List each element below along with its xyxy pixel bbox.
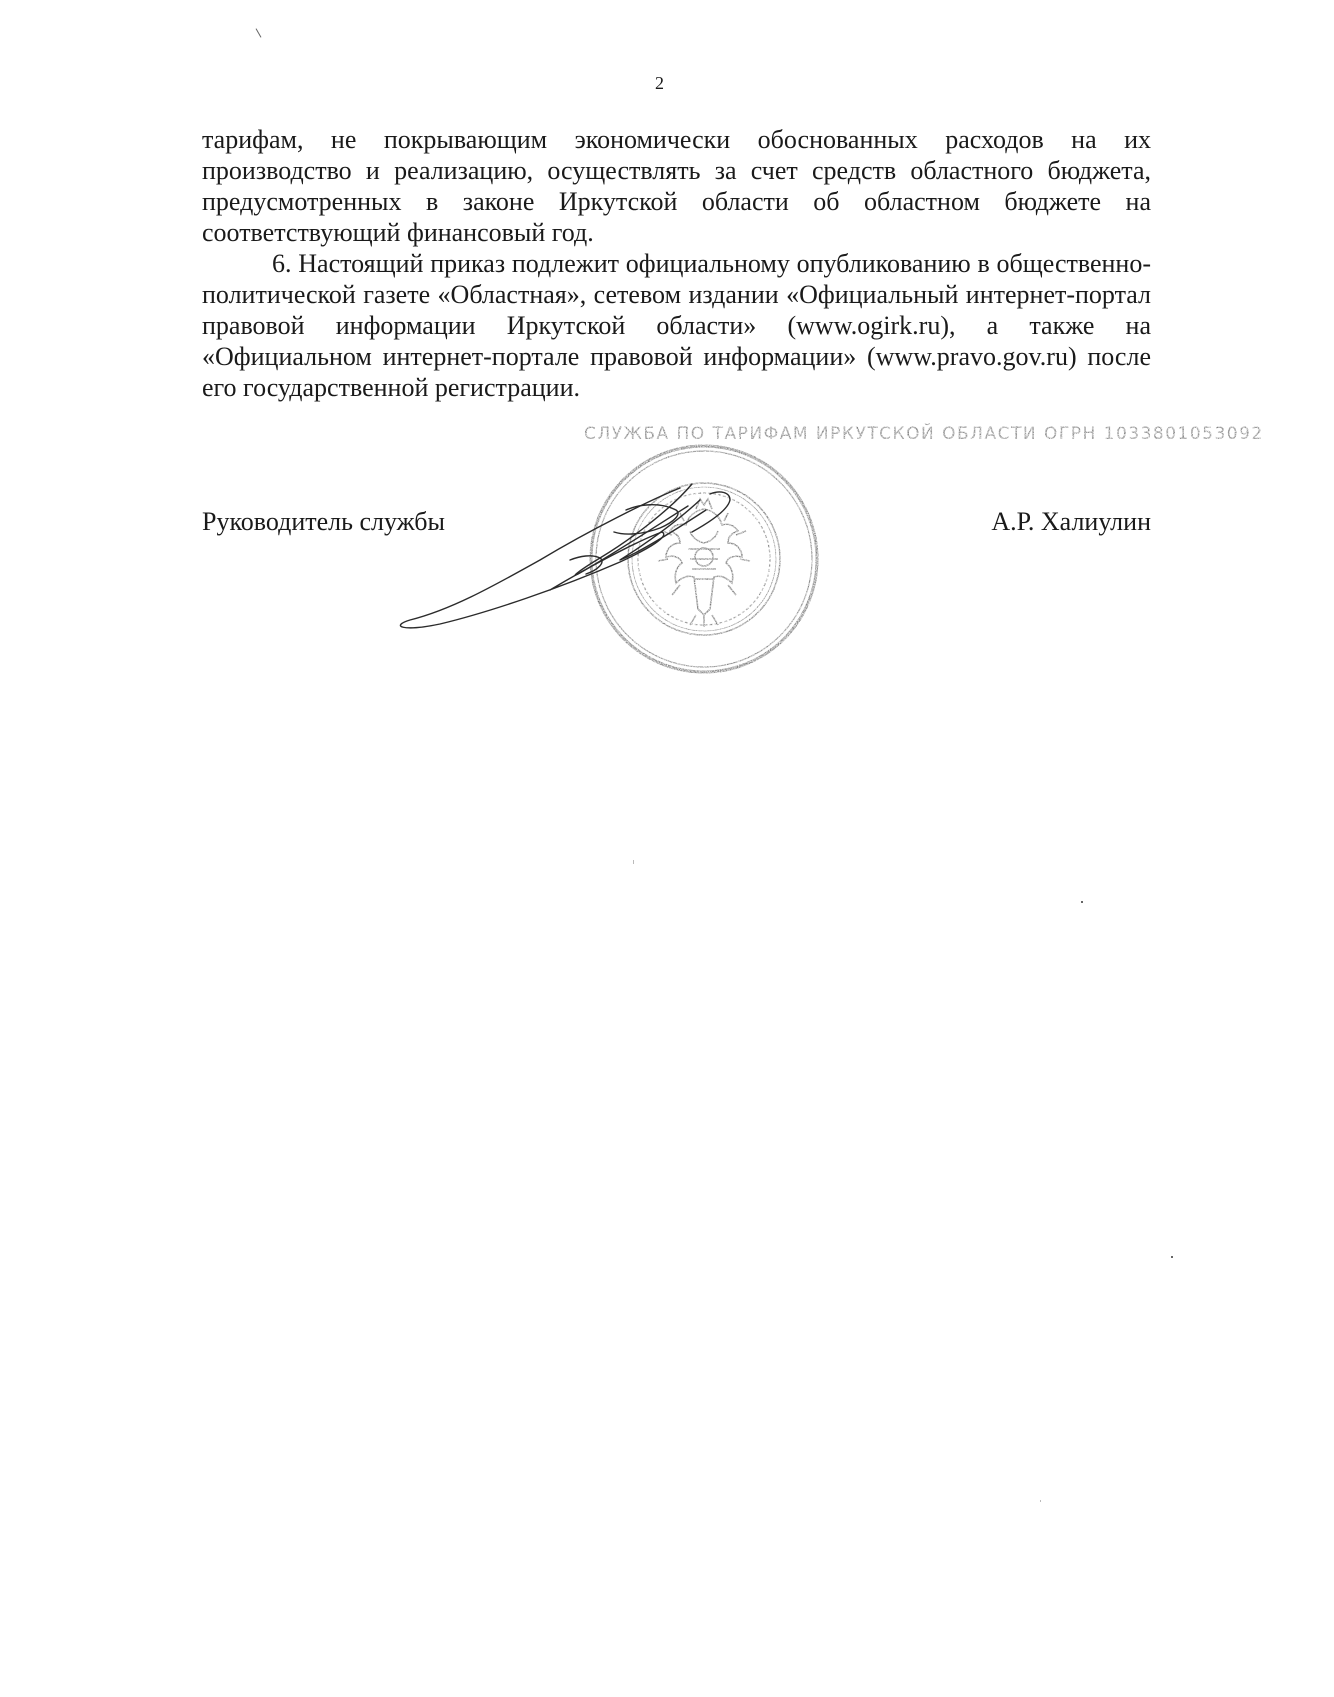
signer-name: А.Р. Халиулин: [991, 507, 1151, 536]
scan-artifact: [1040, 1500, 1041, 1502]
signature-block: [202, 506, 1151, 546]
page-number: 2: [655, 73, 664, 93]
handwritten-signature: [430, 470, 760, 670]
paragraph-publication: 6. Настоящий приказ подлежит официальному опубликованию в общественно-политической газете «Областная», сетевом издании «Официальный интернет-портал правовой информации Иркутской области» (www.ogirk.ru), а также на «Официальном интернет-портале правовой информации» (www.pravo.gov.ru) после его государственной регистрации.: [202, 249, 1151, 402]
scan-artifact: [256, 28, 262, 37]
document-body: [202, 124, 1151, 403]
scan-artifact: [1171, 1256, 1173, 1258]
scan-artifact: [1081, 901, 1083, 903]
scan-artifact: [633, 860, 634, 864]
signer-position: Руководитель службы: [202, 507, 445, 536]
svg-text:СЛУЖБА ПО ТАРИФАМ ИРКУТСКОЙ ОБ: СЛУЖБА ПО ТАРИФАМ ИРКУТСКОЙ ОБЛАСТИ ОГРН 1033801053092: [584, 424, 1264, 444]
seal-outer-lettering: [584, 422, 1264, 444]
paragraph-continuation: тарифам, не покрывающим экономически обоснованных расходов на их производство и реализацию, осуществлять за счет средств областного бюджета, предусмотренных в законе Иркутской области об областном бюджете на соответствующий финансовый год.: [202, 125, 1151, 247]
